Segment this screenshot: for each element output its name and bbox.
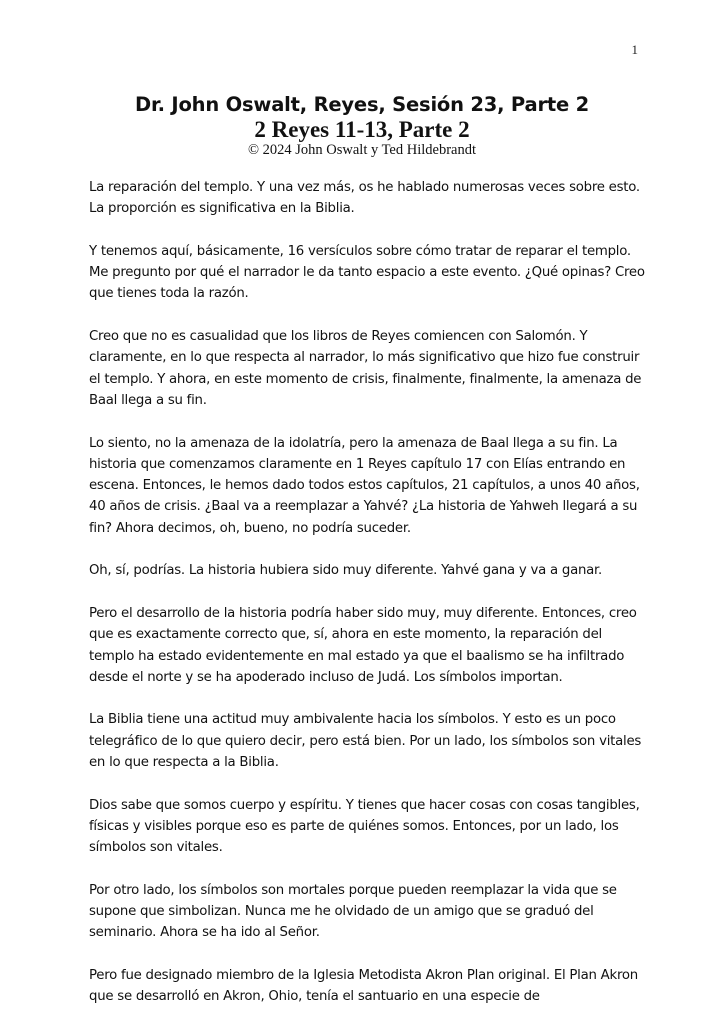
body-paragraph: La reparación del templo. Y una vez más, os he hablado numerosas veces sobre esto. La proporción es significativa en la Biblia.: [89, 180, 640, 217]
copyright-line: © 2024 John Oswalt y Ted Hildebrandt: [247, 142, 476, 158]
body-paragraph: La Biblia tiene una actitud muy ambivalente hacia los símbolos. Y esto es un poco telegráfico de lo que quiero decir, pero está bien. Por un lado, los símbolos son vitales en lo que respecta a la Biblia.: [89, 712, 642, 771]
body-paragraph: Dios sabe que somos cuerpo y espíritu. Y tienes que hacer cosas con cosas tangibles, físicas y visibles porque eso es parte de quiénes somos. Entonces, por un lado, los símbolos son vitales.: [89, 797, 640, 856]
body-paragraph: Pero el desarrollo de la historia podría haber sido muy, muy diferente. Entonces, creo que es exactamente correcto que, sí, ahora en este momento, la reparación del templo ha estado evidentemente en mal estado ya que el baalismo se ha infiltrado desde el norte y se ha apoderado incluso de Judá. Los símbolos importan.: [89, 605, 637, 685]
body-paragraph: Oh, sí, podrías. La historia hubiera sido muy diferente. Yahvé gana y va a ganar.: [89, 563, 603, 579]
document-body: [89, 177, 651, 1029]
document-subtitle: 2 Reyes 11-13, Parte 2: [254, 117, 470, 142]
body-paragraph: Creo que no es casualidad que los libros de Reyes comiencen con Salomón. Y claramente, en lo que respecta al narrador, lo más significativo que hizo fue construir el templo. Y ahora, en este momento de crisis, finalmente, finalmente, la amenaza de Baal llega a su fin.: [89, 329, 642, 408]
body-paragraph: Lo siento, no la amenaza de la idolatría, pero la amenaza de Baal llega a su fin. La historia que comenzamos claramente en 1 Reyes capítulo 17 con Elías entrando en escena. Entonces, le hemos dado todos estos capítulos, 21 capítulos, a unos 40 años, 40 años de crisis. ¿Baal va a reemplazar a Yahvé? ¿La historia de Yahweh llegará a su fin? Ahora decimos, oh, bueno, no podría suceder.: [89, 435, 640, 536]
document-title: Dr. John Oswalt, Reyes, Sesión 23, Parte 2: [135, 93, 589, 116]
page-number: 1: [631, 42, 638, 57]
document-header: [0, 93, 724, 159]
body-paragraph: Y tenemos aquí, básicamente, 16 versículos sobre cómo tratar de reparar el templo. Me pregunto por qué el narrador le da tanto espacio a este evento. ¿Qué opinas? Creo que tienes toda la razón.: [89, 243, 645, 302]
body-paragraph: Pero fue designado miembro de la Iglesia Metodista Akron Plan original. El Plan Akron que se desarrolló en Akron, Ohio, tenía el santuario en una especie de: [89, 967, 638, 1005]
body-paragraph: Por otro lado, los símbolos son mortales porque pueden reemplazar la vida que se supone que simbolizan. Nunca me he olvidado de un amigo que se graduó del seminario. Ahora se ha ido al Señor.: [89, 882, 617, 941]
